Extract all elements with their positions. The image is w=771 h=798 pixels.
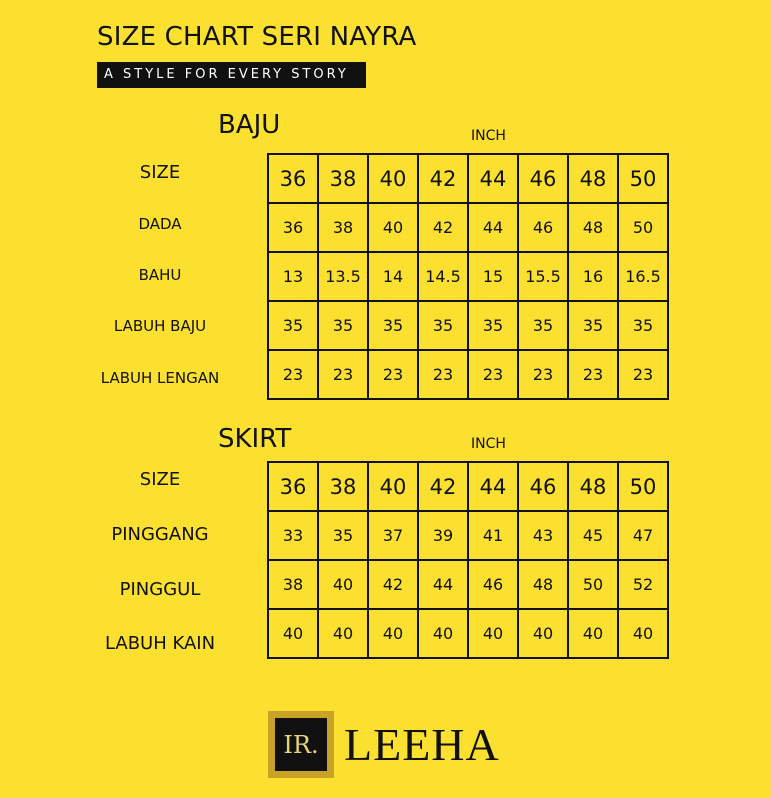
size-header-row (268, 462, 668, 511)
table-cell: 50 (568, 560, 618, 609)
table-cell: 40 (568, 609, 618, 658)
table-cell: 40 (268, 609, 318, 658)
table-cell: 35 (318, 511, 368, 560)
table-cell: 40 (518, 609, 568, 658)
table-cell: 40 (368, 609, 418, 658)
baju-size-table (267, 153, 669, 400)
table-cell: 23 (268, 350, 318, 399)
table-cell: 23 (568, 350, 618, 399)
table-cell: 44 (468, 154, 518, 203)
table-row (268, 350, 668, 399)
table-cell: 46 (518, 154, 568, 203)
table-cell: 13 (268, 252, 318, 301)
skirt-unit-label: INCH (471, 436, 506, 452)
table-cell: 14 (368, 252, 418, 301)
table-cell: 15 (468, 252, 518, 301)
table-cell: 23 (618, 350, 668, 399)
table-cell: 35 (368, 301, 418, 350)
table-cell: 48 (518, 560, 568, 609)
table-cell: 35 (268, 301, 318, 350)
table-cell: 38 (318, 462, 368, 511)
table-cell: 36 (268, 154, 318, 203)
table-cell: 42 (418, 154, 468, 203)
table-cell: 40 (368, 462, 418, 511)
table-cell: 23 (368, 350, 418, 399)
table-cell: 36 (268, 203, 318, 252)
table-cell: 13.5 (318, 252, 368, 301)
table-row (268, 560, 668, 609)
skirt-row-label: LABUH KAIN (104, 633, 216, 654)
table-cell: 16.5 (618, 252, 668, 301)
table-cell: 46 (518, 203, 568, 252)
table-cell: 50 (618, 203, 668, 252)
brand-logo (268, 711, 500, 778)
table-cell: 44 (468, 203, 518, 252)
table-cell: 44 (418, 560, 468, 609)
table-cell: 37 (368, 511, 418, 560)
tagline-banner: A STYLE FOR EVERY STORY (97, 62, 366, 88)
table-cell: 14.5 (418, 252, 468, 301)
table-cell: 40 (368, 203, 418, 252)
table-cell: 48 (568, 154, 618, 203)
table-cell: 39 (418, 511, 468, 560)
table-cell: 41 (468, 511, 518, 560)
table-cell: 38 (318, 154, 368, 203)
table-cell: 40 (368, 154, 418, 203)
table-cell: 33 (268, 511, 318, 560)
table-cell: 40 (468, 609, 518, 658)
table-cell: 35 (318, 301, 368, 350)
table-cell: 23 (418, 350, 468, 399)
table-cell: 35 (418, 301, 468, 350)
baju-section-title: BAJU (218, 110, 281, 140)
table-cell: 23 (518, 350, 568, 399)
monogram-icon (268, 711, 334, 778)
table-cell: 35 (618, 301, 668, 350)
table-cell: 40 (318, 560, 368, 609)
skirt-section-title: SKIRT (218, 424, 292, 454)
table-cell: 50 (618, 154, 668, 203)
table-cell: 40 (418, 609, 468, 658)
skirt-row-label: SIZE (139, 469, 181, 490)
table-row (268, 511, 668, 560)
page-title: SIZE CHART SERI NAYRA (97, 22, 417, 52)
table-cell: 23 (468, 350, 518, 399)
baju-row-label: BAHU (138, 266, 182, 284)
table-cell: 45 (568, 511, 618, 560)
table-cell: 43 (518, 511, 568, 560)
baju-row-label: LABUH BAJU (113, 317, 207, 335)
baju-row-label: DADA (138, 215, 182, 233)
brand-name: LEEHA (344, 719, 500, 770)
table-cell: 46 (518, 462, 568, 511)
skirt-size-table (267, 461, 669, 659)
table-cell: 35 (568, 301, 618, 350)
table-cell: 16 (568, 252, 618, 301)
table-cell: 35 (518, 301, 568, 350)
table-row (268, 301, 668, 350)
table-cell: 42 (418, 203, 468, 252)
table-cell: 48 (568, 462, 618, 511)
monogram-glyph: IR. (275, 718, 327, 771)
table-cell: 44 (468, 462, 518, 511)
table-cell: 36 (268, 462, 318, 511)
table-cell: 40 (318, 609, 368, 658)
table-row (268, 203, 668, 252)
baju-row-label: LABUH LENGAN (100, 369, 220, 387)
table-cell: 38 (318, 203, 368, 252)
baju-unit-label: INCH (471, 128, 506, 144)
table-cell: 47 (618, 511, 668, 560)
table-cell: 40 (618, 609, 668, 658)
table-cell: 48 (568, 203, 618, 252)
table-cell: 42 (418, 462, 468, 511)
table-cell: 38 (268, 560, 318, 609)
table-cell: 15.5 (518, 252, 568, 301)
skirt-row-label: PINGGANG (111, 524, 209, 545)
skirt-row-label: PINGGUL (119, 579, 201, 600)
size-header-row (268, 154, 668, 203)
table-cell: 35 (468, 301, 518, 350)
table-row (268, 609, 668, 658)
table-cell: 23 (318, 350, 368, 399)
table-cell: 50 (618, 462, 668, 511)
table-row (268, 252, 668, 301)
table-cell: 52 (618, 560, 668, 609)
table-cell: 46 (468, 560, 518, 609)
table-cell: 42 (368, 560, 418, 609)
baju-row-label: SIZE (139, 162, 181, 183)
